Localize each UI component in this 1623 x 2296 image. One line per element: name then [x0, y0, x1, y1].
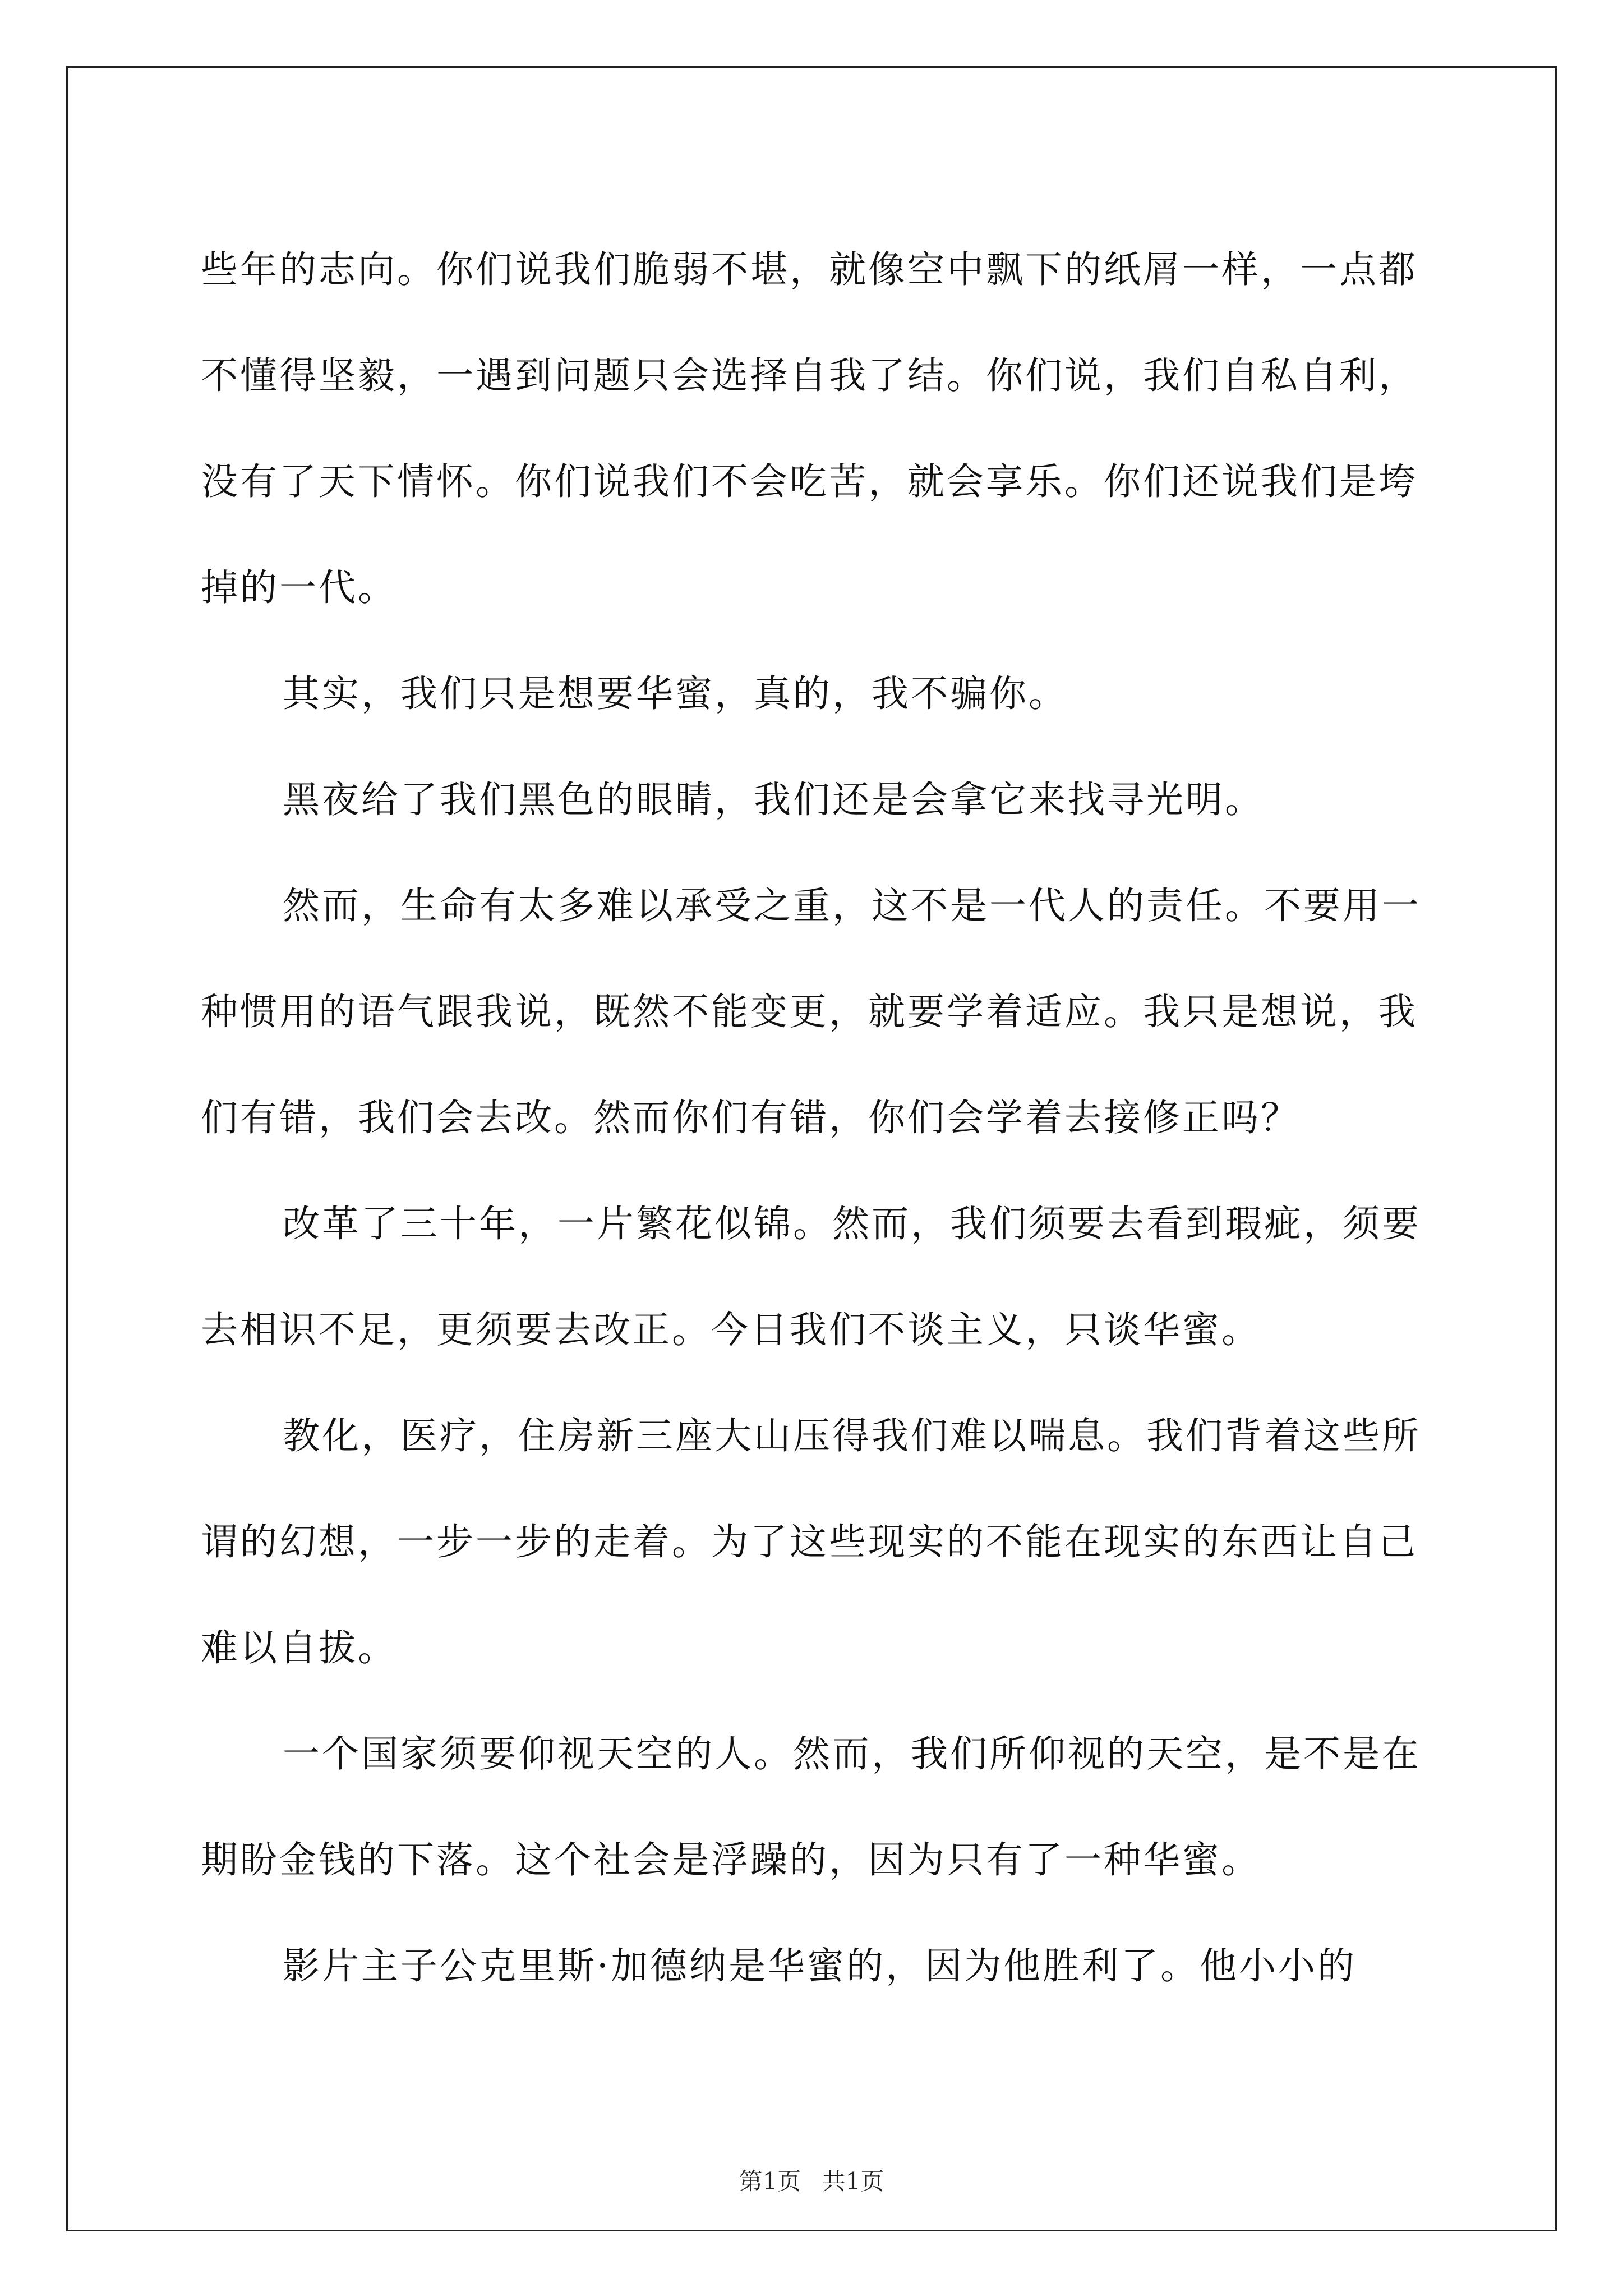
- paragraph-3: 黑夜给了我们黑色的眼睛，我们还是会拿它来找寻光明。: [283, 778, 1264, 821]
- paragraph-8: 影片主子公克里斯·加德纳是华蜜的，因为他胜利了。他小小的: [283, 1944, 1357, 1987]
- page-number-current: 第1页: [739, 2168, 801, 2195]
- paragraph-6: 教化，医疗，住房新三座大山压得我们难以喘息。我们背着这些所谓的幻想，一步一步的走着。为了这些现实的不能在现实的东西让自己难以自拔。: [201, 1414, 1421, 1669]
- page-number-total: 共1页: [822, 2168, 884, 2195]
- paragraph-1: 些年的志向。你们说我们脆弱不堪，就像空中飘下的纸屑一样，一点都不懂得坚毅，一遇到问题只会选择自我了结。你们说，我们自私自利，没有了天下情怀。你们说我们不会吃苦，就会享乐。你们还说我们是垮掉的一代。: [201, 248, 1418, 609]
- paragraph-4: 然而，生命有太多难以承受之重，这不是一代人的责任。不要用一种惯用的语气跟我说，既然不能变更，就要学着适应。我只是想说，我们有错，我们会去改。然而你们有错，你们会学着去接修正吗？: [201, 884, 1421, 1139]
- paragraph-5: 改革了三十年，一片繁花似锦。然而，我们须要去看到瑕疵，须要去相识不足，更须要去改正。今日我们不谈主义，只谈华蜜。: [201, 1202, 1421, 1351]
- document-body: [201, 217, 1429, 2019]
- paragraph-2: 其实，我们只是想要华蜜，真的，我不骗你。: [283, 672, 1068, 715]
- page-footer: [0, 2163, 1623, 2197]
- paragraph-7: 一个国家须要仰视天空的人。然而，我们所仰视的天空，是不是在期盼金钱的下落。这个社会是浮躁的，因为只有了一种华蜜。: [201, 1732, 1421, 1881]
